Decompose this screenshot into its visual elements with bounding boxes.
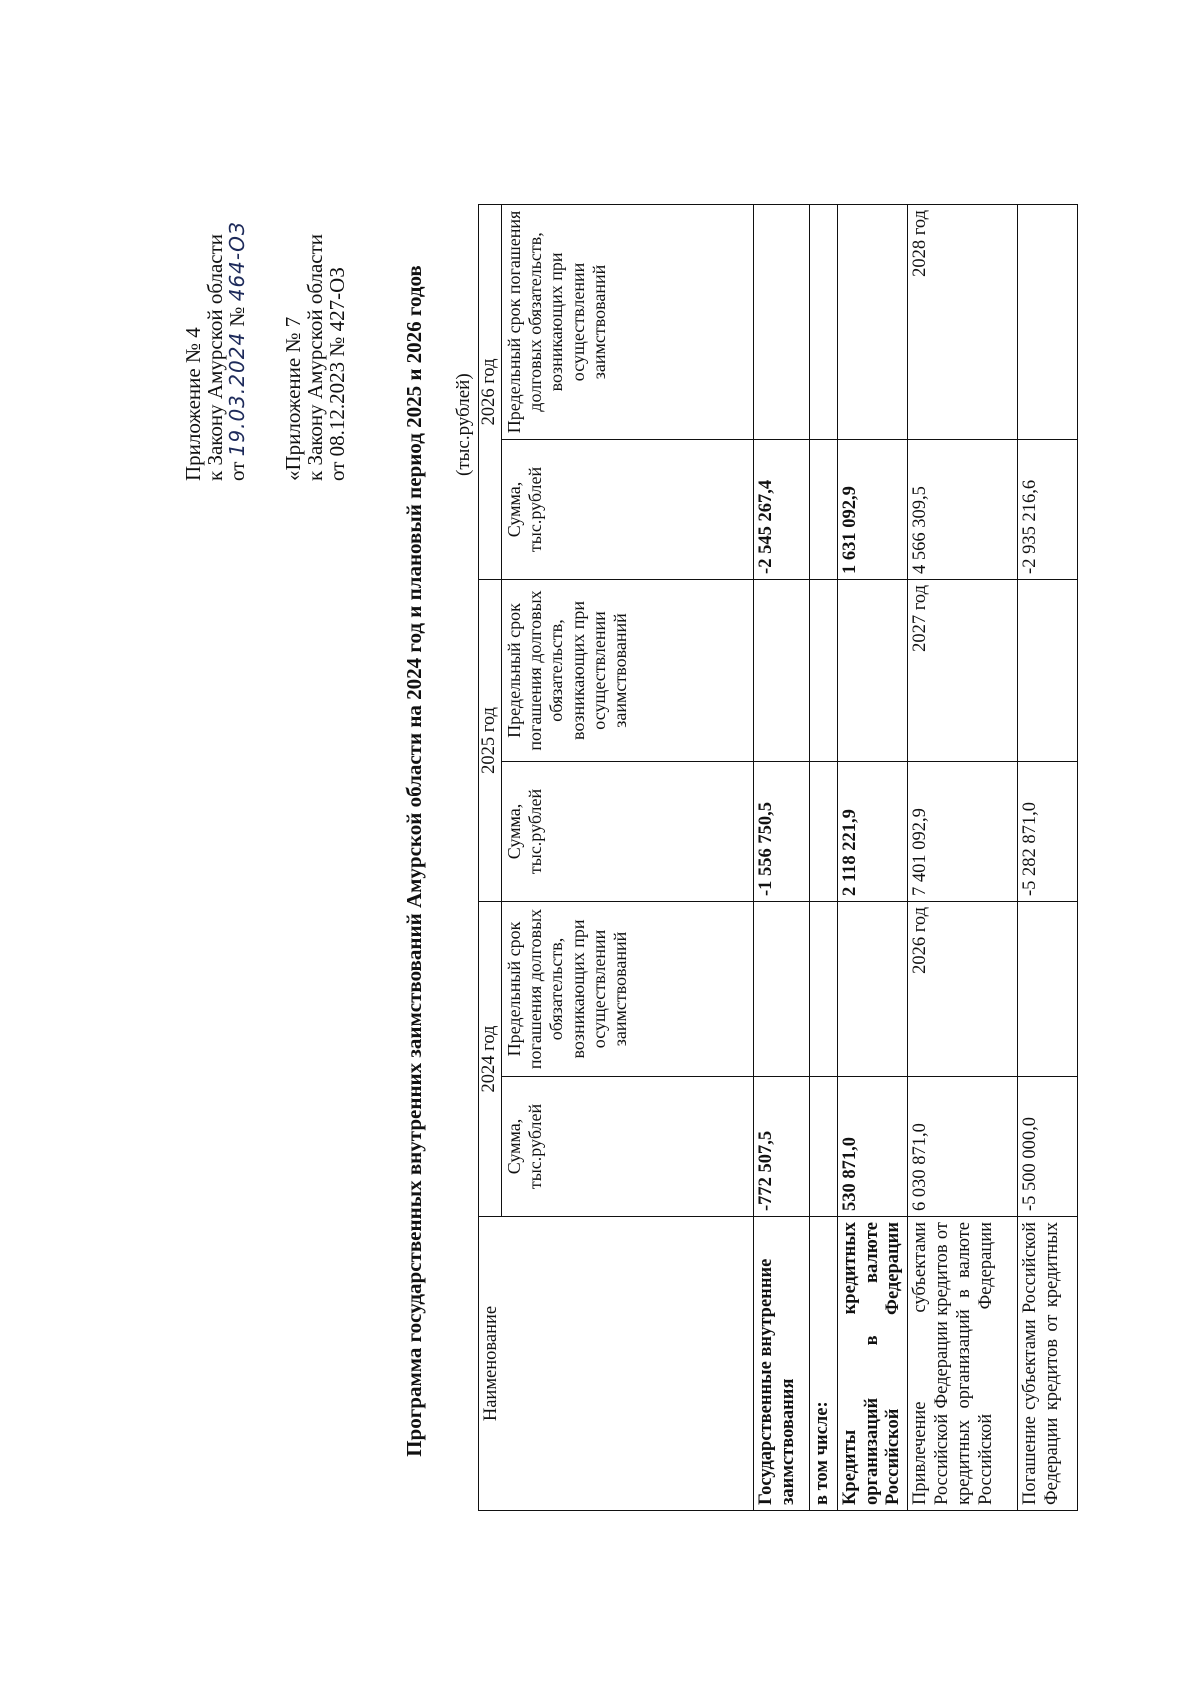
- header-term-2025: Предельный срок погашения долговых обязательств, возникающих при осуществлении заимствований: [501, 579, 753, 761]
- sum-2026-cell: -2 545 267,4: [753, 439, 809, 579]
- term-2026-cell: [809, 204, 837, 439]
- appendix-header: [182, 221, 248, 481]
- table-row: [753, 204, 809, 1510]
- term-2025-cell: [837, 579, 907, 761]
- header-term-2026: Предельный срок погашения долговых обязательств, возникающих при осуществлении заимствований: [501, 204, 753, 439]
- term-2025-cell: [753, 579, 809, 761]
- term-2026-cell: [753, 204, 809, 439]
- unit-label: (тыс.рублей): [453, 373, 474, 476]
- table-header-row-years: [479, 204, 502, 1510]
- term-2024-cell: [753, 901, 809, 1076]
- term-2024-cell: [809, 901, 837, 1076]
- header-year-2025: 2025 год: [479, 579, 502, 901]
- header-term-2024: Предельный срок погашения долговых обязательств, возникающих при осуществлении заимствований: [501, 901, 753, 1076]
- sum-2024-cell: -772 507,5: [753, 1077, 809, 1217]
- sum-2024-cell: 530 871,0: [837, 1077, 907, 1217]
- header-sum-2024: Сумма, тыс.рублей: [501, 1077, 753, 1217]
- sum-2024-cell: 6 030 871,0: [908, 1077, 1018, 1217]
- prev-appendix-line-3: от 08.12.2023 № 427-ОЗ: [325, 267, 350, 481]
- handwritten-date: 19.03.2024: [225, 331, 250, 457]
- table-row: [908, 204, 1018, 1510]
- table-row: [1018, 204, 1078, 1510]
- header-name-cell: Наименование: [479, 1217, 754, 1511]
- sum-2024-cell: [809, 1077, 837, 1217]
- term-2024-cell: 2026 год: [908, 901, 1018, 1076]
- borrowings-table: [478, 204, 1078, 1511]
- appendix-line-2: к Закону Амурской области: [203, 233, 228, 481]
- table-row: [809, 204, 837, 1510]
- date-prefix: от: [225, 461, 250, 481]
- term-2025-cell: [809, 579, 837, 761]
- appendix-line-3: [226, 221, 248, 481]
- prev-appendix-line-2: к Закону Амурской области: [303, 233, 328, 481]
- document-title: Программа государственных внутренних заимствований Амурской области на 2024 год и плановый период 2025 и 2026 годов: [402, 265, 426, 1457]
- number-label: №: [225, 306, 250, 327]
- header-sum-2026: Сумма, тыс.рублей: [501, 439, 753, 579]
- sum-2026-cell: 4 566 309,5: [908, 439, 1018, 579]
- term-2026-cell: 2028 год: [908, 204, 1018, 439]
- term-2024-cell: [1018, 901, 1078, 1076]
- row-name-cell: Привлечение субъектами Российской Федерации кредитов от кредитных организаций в валюте Российской Федерации: [908, 1217, 1018, 1511]
- term-2025-cell: 2027 год: [908, 579, 1018, 761]
- row-name-cell: Погашение субъектами Российской Федерации кредитов от кредитных: [1018, 1217, 1078, 1511]
- row-name-cell: в том числе:: [809, 1217, 837, 1511]
- sum-2026-cell: -2 935 216,6: [1018, 439, 1078, 579]
- previous-appendix-header: [282, 234, 348, 481]
- sum-2026-cell: [809, 439, 837, 579]
- sum-2025-cell: -1 556 750,5: [753, 761, 809, 901]
- appendix-line-1: Приложение № 4: [181, 327, 205, 481]
- header-year-2026: 2026 год: [479, 204, 502, 579]
- prev-appendix-line-1: «Приложение № 7: [281, 316, 305, 481]
- sum-2025-cell: 7 401 092,9: [908, 761, 1018, 901]
- sum-2025-cell: [809, 761, 837, 901]
- term-2025-cell: [1018, 579, 1078, 761]
- handwritten-number: 464-ОЗ: [225, 221, 250, 302]
- table-row: [837, 204, 907, 1510]
- sum-2025-cell: 2 118 221,9: [837, 761, 907, 901]
- term-2026-cell: [1018, 204, 1078, 439]
- sum-2024-cell: -5 500 000,0: [1018, 1077, 1078, 1217]
- header-sum-2025: Сумма, тыс.рублей: [501, 761, 753, 901]
- header-year-2024: 2024 год: [479, 901, 502, 1216]
- term-2026-cell: [837, 204, 907, 439]
- term-2024-cell: [837, 901, 907, 1076]
- sum-2026-cell: 1 631 092,9: [837, 439, 907, 579]
- sum-2025-cell: -5 282 871,0: [1018, 761, 1078, 901]
- row-name-cell: Кредиты кредитных организаций в валюте Российской Федерации: [837, 1217, 907, 1511]
- row-name-cell: Государственные внутренние заимствования: [753, 1217, 809, 1511]
